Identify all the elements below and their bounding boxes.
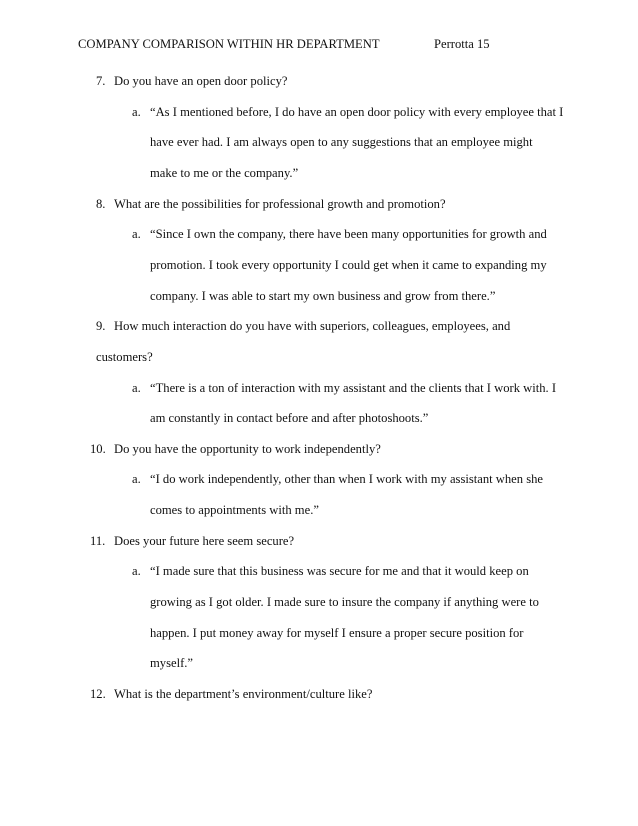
running-header-title: COMPANY COMPARISON WITHIN HR DEPARTMENT [78, 37, 380, 51]
answer-text-line: promotion. I took every opportunity I could get when it came to expanding my [150, 257, 547, 272]
answer-marker: a. [132, 227, 141, 242]
answer-text-line: am constantly in contact before and after photoshoots.” [150, 411, 429, 426]
question-number: 7. [96, 74, 106, 88]
question-number: 8. [96, 196, 106, 211]
answer-text-line: “Since I own the company, there have been many opportunities for growth and [150, 227, 547, 242]
answer-text-line: “I do work independently, other than when I work with my assistant when she [150, 472, 544, 487]
answer-text-line: “There is a ton of interaction with my assistant and the clients that I work with. I [150, 380, 557, 395]
question-text-line: Do you have an open door policy? [114, 74, 288, 88]
answer-text-line: company. I was able to start my own business and grow from there.” [150, 288, 496, 303]
answer-text-line: myself.” [150, 656, 194, 671]
answer-marker: a. [132, 380, 141, 395]
answer-text-line: comes to appointments with me.” [150, 503, 319, 518]
answer-marker: a. [132, 472, 141, 487]
answer-text-line: growing as I got older. I made sure to insure the company if anything were to [150, 595, 539, 610]
question-number: 10. [90, 441, 106, 456]
question-text-line: What is the department’s environment/culture like? [114, 687, 373, 701]
answer-marker: a. [132, 104, 141, 119]
running-header-page-label: Perrotta 15 [434, 37, 490, 51]
question-number: 11. [90, 533, 106, 548]
question-number: 12. [90, 687, 106, 701]
question-text-line: What are the possibilities for professional growth and promotion? [114, 196, 446, 211]
question-text-line: Does your future here seem secure? [114, 533, 295, 548]
question-text-line: How much interaction do you have with superiors, colleagues, employees, and [114, 319, 511, 334]
question-text-line: Do you have the opportunity to work independently? [114, 441, 381, 456]
answer-text-line: make to me or the company.” [150, 165, 299, 180]
question-text-line: customers? [96, 349, 153, 364]
answer-text-line: have ever had. I am always open to any suggestions that an employee might [150, 135, 533, 150]
answer-text-line: happen. I put money away for myself I ensure a proper secure position for [150, 625, 524, 640]
answer-text-line: “As I mentioned before, I do have an open door policy with every employee that I [150, 104, 564, 119]
question-number: 9. [96, 319, 106, 334]
answer-marker: a. [132, 564, 141, 579]
answer-text-line: “I made sure that this business was secure for me and that it would keep on [150, 564, 529, 579]
